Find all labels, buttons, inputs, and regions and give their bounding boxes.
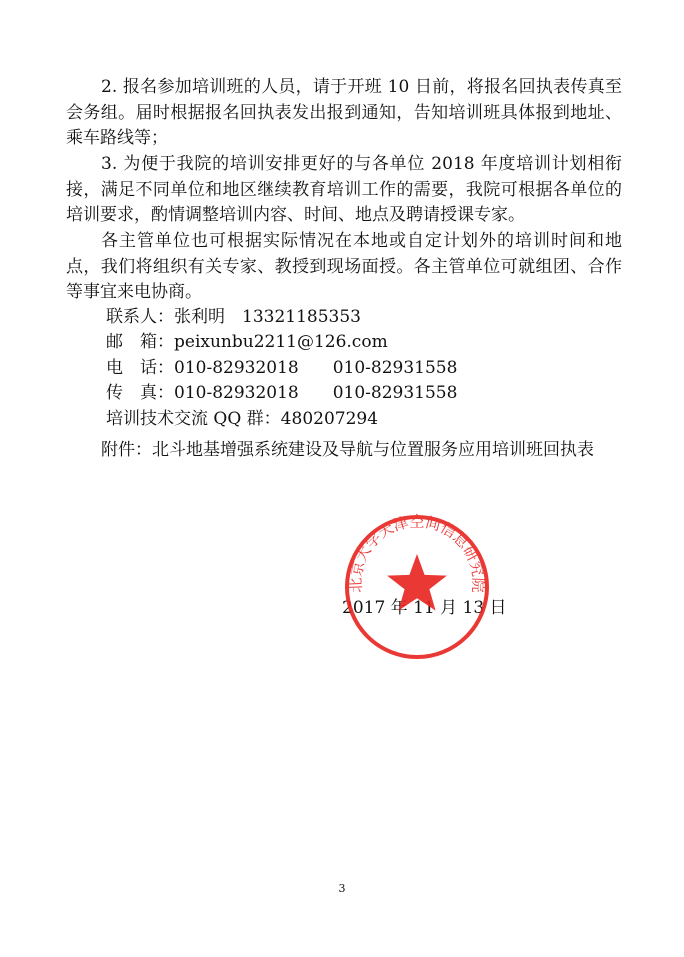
paragraph-closing: 各主管单位也可根据实际情况在本地或自定计划外的培训时间和地点，我们将组织有关专家、教授到现场面授。各主管单位可就组团、合作等事宜来电协商。	[66, 231, 622, 302]
document-date: 2017 年 11 月 13 日	[342, 598, 507, 618]
attachment-note: 附件：北斗地基增强系统建设及导航与位置服务应用培训班回执表	[101, 440, 594, 460]
seal-lettering: 北京大学天津空间信息研究院	[346, 512, 488, 594]
paragraph-item-3: 3. 为便于我院的培训安排更好的与各单位 2018 年度培训计划相衔接，满足不同单位和地区继续教育培训工作的需要，我院可根据各单位的培训要求，酌情调整培训内容、时间、地点及聘请授课专家。	[66, 154, 622, 225]
paragraph-item-2: 2. 报名参加培训班的人员，请于开班 10 日前，将报名回执表传真至会务组。届时根据报名回执表发出报到通知，告知培训班具体报到地址、乘车路线等；	[66, 77, 622, 148]
seal-star-icon	[387, 554, 447, 611]
contact-fax: 传 真：010-82932018 010-82931558	[106, 383, 458, 403]
official-seal-stamp	[342, 512, 492, 662]
page-number: 3	[338, 882, 346, 895]
contact-person: 联系人：张利明 13321185353	[106, 307, 361, 327]
contact-phone: 电 话：010-82932018 010-82931558	[106, 358, 458, 378]
contact-qq-group: 培训技术交流 QQ 群：480207294	[106, 409, 379, 429]
contact-email: 邮 箱：peixunbu2211@126.com	[106, 332, 388, 352]
